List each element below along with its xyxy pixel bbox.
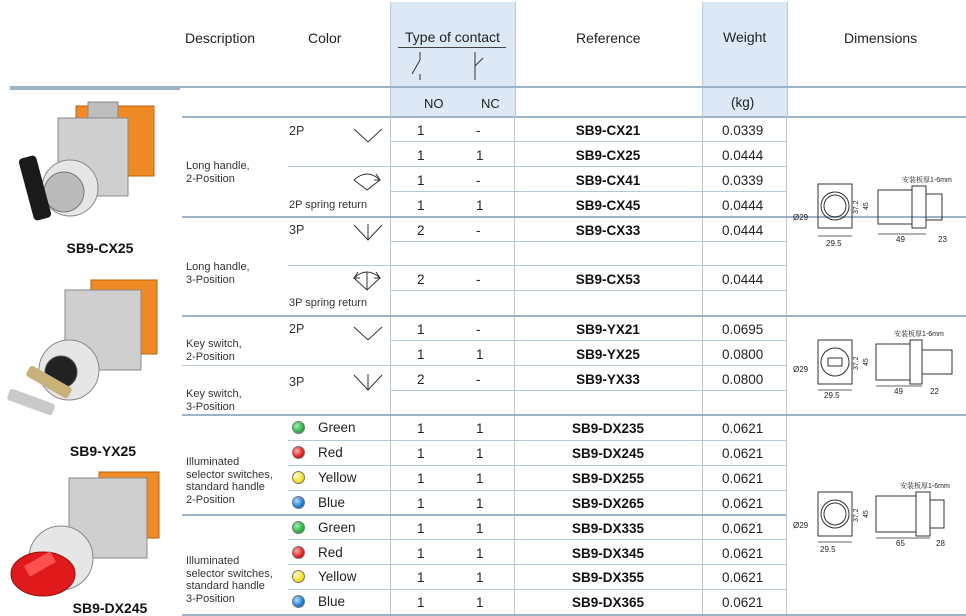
dim-diameter: Ø29: [793, 521, 809, 530]
nc-count: 1: [476, 496, 484, 511]
weight: 0.0621: [722, 471, 764, 486]
reference: SB9-CX41: [575, 173, 641, 188]
nc-count: 1: [476, 471, 484, 486]
nc-count: 1: [476, 446, 484, 461]
blue-indicator-icon: [292, 496, 305, 509]
reference: SB9-DX235: [571, 421, 645, 436]
nc-count: 1: [476, 421, 484, 436]
reference: SB9-DX335: [571, 521, 645, 536]
three-position-diagram-icon: [352, 222, 384, 242]
contact-underline: [398, 47, 506, 48]
dim-l1: 49: [894, 387, 903, 396]
no-count: 1: [417, 595, 425, 610]
weight: 0.0444: [722, 223, 764, 238]
header-reference: Reference: [576, 30, 641, 46]
weight: 0.0800: [722, 372, 764, 387]
subheader-rule: [182, 116, 966, 118]
color-name: Green: [318, 520, 356, 535]
group-rule-4: [182, 514, 786, 516]
reference: SB9-CX45: [575, 198, 641, 213]
nc-count: 1: [476, 347, 484, 362]
row-rule: [288, 539, 786, 540]
row-rule: [390, 191, 786, 192]
weight: 0.0621: [722, 595, 764, 610]
position-label-3p: 3P: [289, 223, 305, 237]
color-name: Blue: [318, 495, 346, 510]
color-name: Yellow: [318, 470, 357, 485]
nc-count: 1: [476, 595, 484, 610]
dim-width: 29.5: [820, 545, 836, 554]
dim-l2: 23: [938, 235, 947, 244]
weight: 0.0621: [722, 570, 764, 585]
product-image-sb9-dx245: [5, 462, 170, 602]
color-name: Red: [318, 445, 343, 460]
header-description: Description: [185, 30, 256, 46]
no-count: 2: [417, 372, 425, 387]
no-count: 2: [417, 223, 425, 238]
green-indicator-icon: [292, 421, 305, 434]
no-count: 1: [417, 570, 425, 585]
dim-panel-note: 安装板厚1-6mm: [894, 331, 944, 338]
row-rule: [288, 589, 786, 590]
no-count: 1: [417, 496, 425, 511]
color-name: Green: [318, 420, 356, 435]
dimension-drawing-cx: [790, 168, 964, 250]
reference: SB9-DX255: [571, 471, 645, 486]
color-name: Yellow: [318, 569, 357, 584]
header-type-of-contact: Type of contact: [405, 29, 500, 45]
reference: SB9-DX265: [571, 496, 645, 511]
row-rule: [288, 465, 786, 466]
dim-l2: 22: [930, 387, 939, 396]
header-dimensions: Dimensions: [844, 30, 918, 46]
weight: 0.0695: [722, 322, 764, 337]
dimension-drawing-dx: [790, 478, 964, 558]
group-rule-3: [182, 414, 966, 416]
dim-h1: 37.2: [853, 200, 860, 214]
description-long-handle-3p: Long handle, 3-Position: [186, 261, 250, 286]
row-rule: [288, 440, 786, 441]
no-count: 1: [417, 421, 425, 436]
description-illuminated-3p: Illuminated selector switches, standard handle 3-Position: [186, 555, 273, 605]
three-position-spring-diagram-icon: [350, 268, 384, 292]
row-rule: [288, 564, 786, 565]
no-count: 1: [417, 521, 425, 536]
dim-h2: 45: [863, 358, 870, 366]
header-nc: NC: [481, 96, 500, 111]
row-rule: [390, 290, 786, 291]
dim-width: 29.5: [824, 391, 840, 400]
row-rule: [390, 390, 786, 391]
dim-l2: 28: [936, 539, 945, 548]
red-indicator-icon: [292, 446, 305, 459]
no-contact-symbol-icon: [408, 52, 432, 80]
dim-panel-note: 安装板厚1-6mm: [900, 483, 950, 490]
row-rule: [288, 265, 786, 266]
position-label-key-3p: 3P: [289, 375, 305, 389]
nc-contact-symbol-icon: [467, 52, 491, 80]
row-rule: [182, 365, 786, 366]
row-rule: [390, 241, 786, 242]
header-kg: (kg): [731, 95, 755, 110]
weight: 0.0444: [722, 148, 764, 163]
no-count: 1: [417, 173, 425, 188]
key-two-position-diagram-icon: [352, 324, 384, 342]
two-position-diagram-icon: [352, 126, 384, 144]
dim-h2: 45: [863, 510, 870, 518]
reference: SB9-CX33: [575, 223, 641, 238]
row-rule: [390, 340, 786, 341]
dim-l1: 49: [896, 235, 905, 244]
model-name-sb9-dx245: SB9-DX245: [72, 600, 148, 616]
weight: 0.0800: [722, 347, 764, 362]
dim-panel-note: 安装板厚1-6mm: [902, 177, 952, 184]
no-count: 1: [417, 148, 425, 163]
blue-indicator-icon: [292, 595, 305, 608]
weight: 0.0621: [722, 496, 764, 511]
weight: 0.0339: [722, 123, 764, 138]
reference: SB9-YX25: [576, 347, 640, 362]
row-rule: [288, 490, 786, 491]
yellow-indicator-icon: [292, 570, 305, 583]
reference: SB9-DX355: [571, 570, 645, 585]
description-illuminated-2p: Illuminated selector switches, standard handle 2-Position: [186, 456, 273, 506]
dim-diameter: Ø29: [793, 213, 809, 222]
weight: 0.0621: [722, 546, 764, 561]
weight: 0.0621: [722, 446, 764, 461]
no-count: 1: [417, 198, 425, 213]
group-rule-2: [182, 315, 966, 317]
header-rule-left: [10, 86, 180, 90]
key-three-position-diagram-icon: [352, 372, 384, 392]
green-indicator-icon: [292, 521, 305, 534]
no-count: 1: [417, 322, 425, 337]
model-name-sb9-cx25: SB9-CX25: [66, 240, 134, 256]
weight: 0.0444: [722, 272, 764, 287]
position-label-key-2p: 2P: [289, 322, 305, 336]
weight: 0.0621: [722, 521, 764, 536]
nc-count: -: [476, 173, 481, 188]
model-name-sb9-yx25: SB9-YX25: [69, 443, 137, 459]
position-label-2p: 2P: [289, 124, 305, 138]
col-sep-weight-right: [786, 116, 787, 616]
nc-count: -: [476, 272, 481, 287]
nc-count: -: [476, 322, 481, 337]
reference: SB9-YX33: [576, 372, 640, 387]
dimension-drawing-yx: [790, 322, 964, 402]
reference: SB9-DX245: [571, 446, 645, 461]
row-rule: [288, 166, 786, 167]
color-name: Blue: [318, 594, 346, 609]
nc-count: 1: [476, 570, 484, 585]
no-count: 2: [417, 272, 425, 287]
reference: SB9-CX21: [575, 123, 641, 138]
row-rule: [390, 141, 786, 142]
header-no: NO: [424, 96, 444, 111]
position-label-2p-spring: 2P spring return: [289, 199, 368, 211]
no-count: 1: [417, 347, 425, 362]
description-key-switch-2p: Key switch, 2-Position: [186, 338, 242, 363]
description-key-switch-3p: Key switch, 3-Position: [186, 388, 242, 413]
reference: SB9-CX53: [575, 272, 641, 287]
header-weight: Weight: [723, 29, 767, 45]
nc-count: -: [476, 123, 481, 138]
red-indicator-icon: [292, 546, 305, 559]
dim-diameter: Ø29: [793, 365, 809, 374]
reference: SB9-CX25: [575, 148, 641, 163]
header-color: Color: [308, 30, 342, 46]
weight: 0.0621: [722, 421, 764, 436]
weight: 0.0444: [722, 198, 764, 213]
dim-l1: 65: [896, 539, 905, 548]
dim-h2: 45: [863, 202, 870, 210]
position-label-3p-spring: 3P spring return: [289, 297, 368, 309]
no-count: 1: [417, 446, 425, 461]
dim-h1: 37.2: [853, 356, 860, 370]
nc-count: 1: [476, 148, 484, 163]
color-name: Red: [318, 545, 343, 560]
description-long-handle-2p: Long handle, 2-Position: [186, 160, 250, 185]
nc-count: 1: [476, 198, 484, 213]
reference: SB9-DX365: [571, 595, 645, 610]
reference: SB9-YX21: [576, 322, 640, 337]
product-image-sb9-yx25: [5, 268, 170, 440]
no-count: 1: [417, 546, 425, 561]
nc-count: -: [476, 372, 481, 387]
nc-count: 1: [476, 521, 484, 536]
nc-count: 1: [476, 546, 484, 561]
two-position-spring-diagram-icon: [350, 168, 384, 192]
dim-width: 29.5: [826, 239, 842, 248]
weight: 0.0339: [722, 173, 764, 188]
no-count: 1: [417, 123, 425, 138]
yellow-indicator-icon: [292, 471, 305, 484]
dim-h1: 37.2: [853, 508, 860, 522]
reference: SB9-DX345: [571, 546, 645, 561]
product-image-sb9-cx25: [18, 96, 168, 234]
no-count: 1: [417, 471, 425, 486]
nc-count: -: [476, 223, 481, 238]
